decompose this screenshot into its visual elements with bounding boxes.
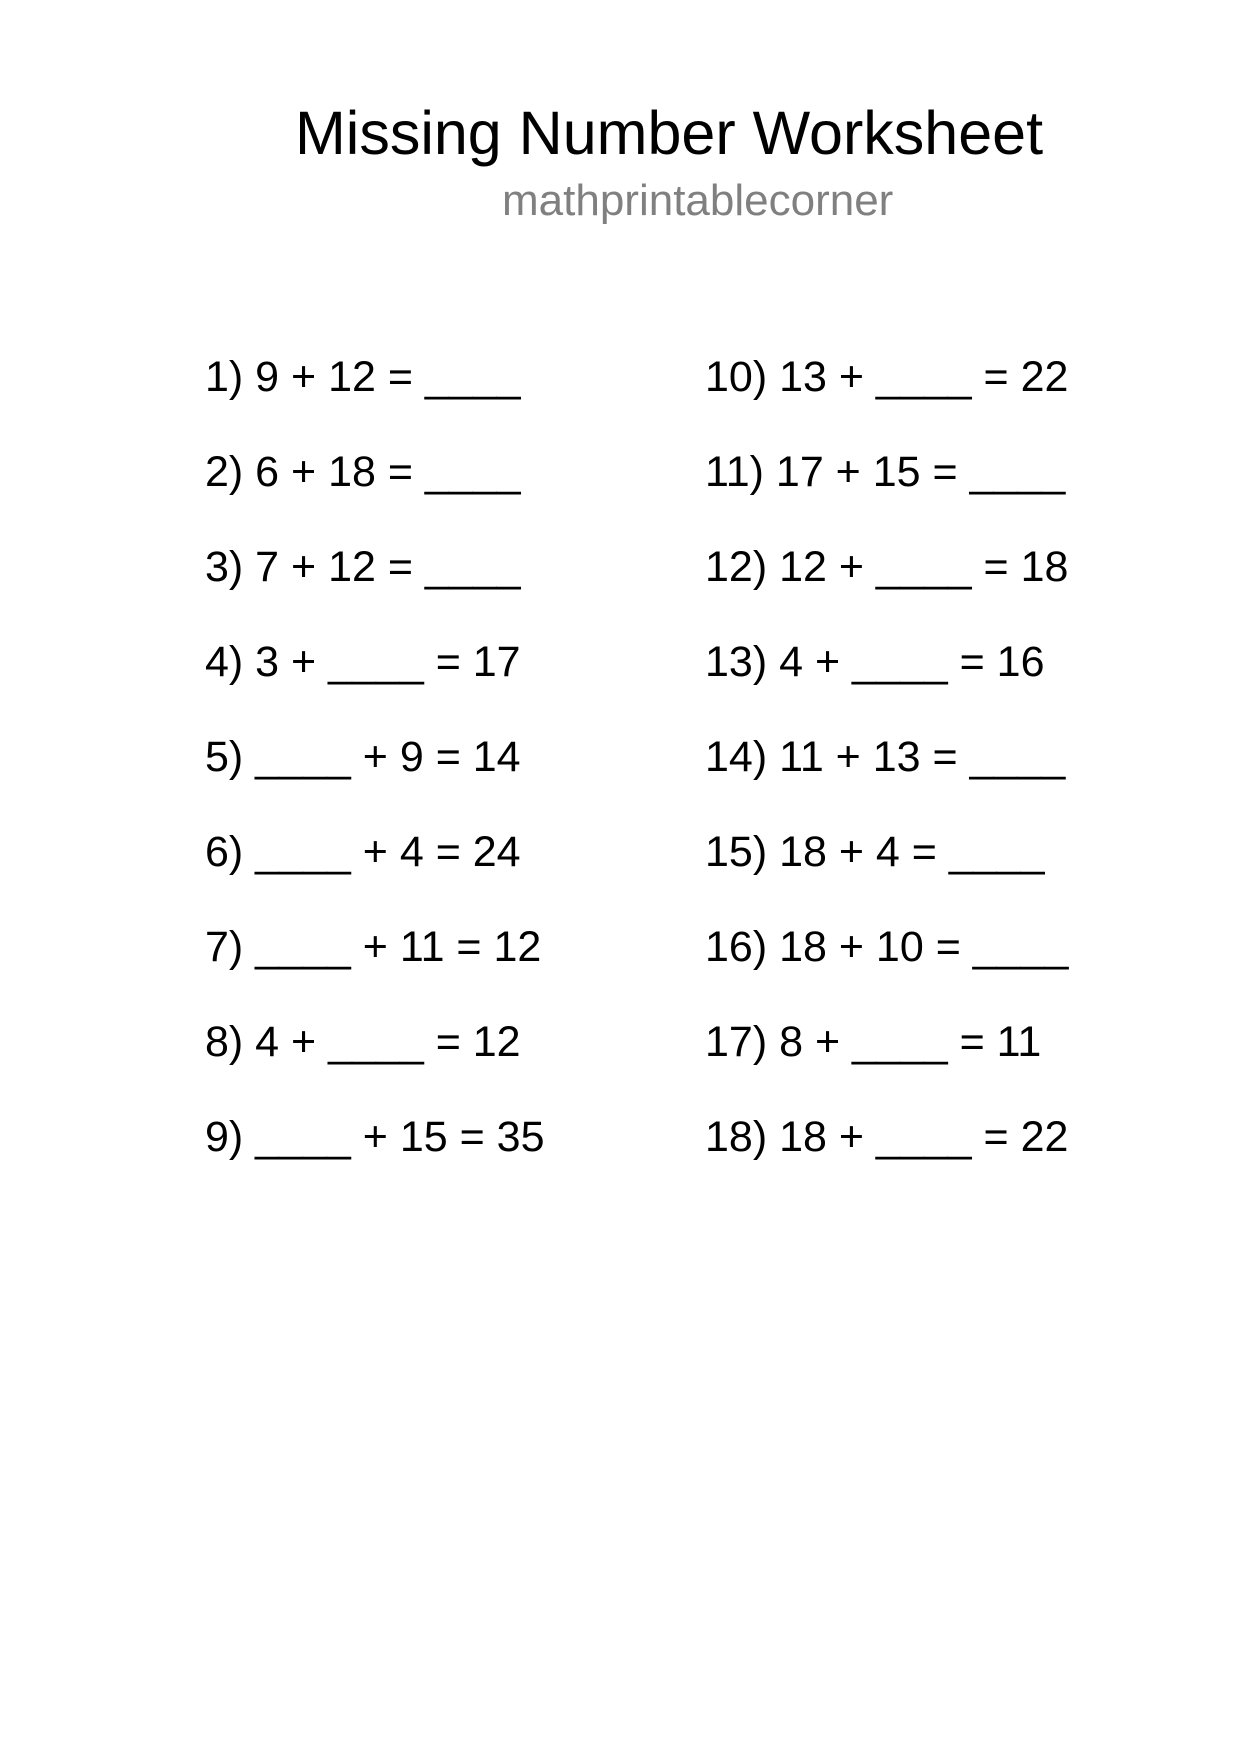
problem-8: 8) 4 + ____ = 12	[205, 1018, 521, 1066]
problem-10: 10) 13 + ____ = 22	[705, 353, 1069, 401]
problem-4: 4) 3 + ____ = 17	[205, 638, 521, 686]
worksheet-subtitle: mathprintablecorner	[502, 176, 894, 225]
problem-16: 16) 18 + 10 = ____	[705, 923, 1069, 971]
problem-11: 11) 17 + 15 = ____	[705, 448, 1066, 496]
problem-18: 18) 18 + ____ = 22	[705, 1113, 1069, 1161]
problem-2: 2) 6 + 18 = ____	[205, 448, 521, 496]
problem-13: 13) 4 + ____ = 16	[705, 638, 1045, 686]
problem-12: 12) 12 + ____ = 18	[705, 543, 1069, 591]
problem-5: 5) ____ + 9 = 14	[205, 733, 521, 781]
problem-1: 1) 9 + 12 = ____	[205, 353, 521, 401]
problem-6: 6) ____ + 4 = 24	[205, 828, 521, 876]
problems-left-column	[205, 352, 545, 1207]
problem-7: 7) ____ + 11 = 12	[205, 923, 542, 971]
problem-9: 9) ____ + 15 = 35	[205, 1113, 545, 1161]
problem-14: 14) 11 + 13 = ____	[705, 733, 1066, 781]
worksheet-title: Missing Number Worksheet	[294, 99, 1044, 167]
problem-17: 17) 8 + ____ = 11	[705, 1018, 1042, 1066]
problems-right-column	[705, 352, 1068, 1207]
problem-3: 3) 7 + 12 = ____	[205, 543, 521, 591]
problem-15: 15) 18 + 4 = ____	[705, 828, 1045, 876]
